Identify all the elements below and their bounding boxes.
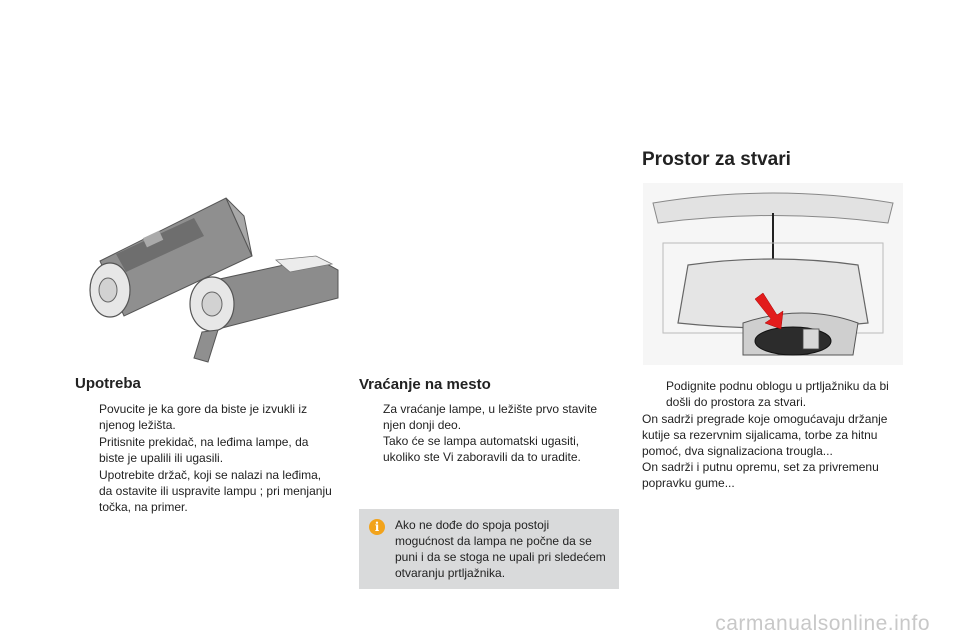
return-bullet: [359, 401, 609, 465]
usage-list: [75, 401, 337, 516]
trunk-drawing: [643, 183, 903, 365]
trunk-illustration: [643, 183, 903, 365]
usage-bullet-3-text: Upotrebite držač, koji se nalazi na leđima, da ostavite ili uspravite lampu ; pri menjanju točka, na primer.: [99, 468, 332, 514]
section-title-return: Vraćanje na mesto: [359, 376, 491, 393]
usage-bullet-2: [75, 434, 337, 466]
return-bullet-line1: Za vraćanje lampe, u ležište prvo stavite njen donji deo.: [383, 402, 598, 432]
usage-bullet-2-text: Pritisnite prekidač, na leđima lampe, da biste je upalili ili ugasili.: [99, 435, 309, 465]
info-note-text: Ako ne dođe do spoja postoji mogućnost da lampa ne počne da se puni i da se stoga ne upali pri sledećem otvaranju prtljažnika.: [395, 518, 606, 580]
storage-text: [642, 378, 904, 491]
lamp-drawing: [76, 186, 346, 366]
info-note-box: [359, 509, 619, 589]
return-bullet-line2: Tako će se lampa automatski ugasiti, ukoliko ste Vi zaboravili da to uradite.: [383, 434, 581, 464]
usage-bullet-3: [75, 467, 337, 515]
info-icon: i: [369, 519, 385, 535]
section-title-storage: Prostor za stvari: [642, 149, 791, 170]
storage-paragraph-2: On sadrži i putnu opremu, set za privremenu popravku gume...: [642, 460, 879, 490]
return-list: [359, 401, 609, 466]
section-title-usage: Upotreba: [75, 375, 141, 392]
watermark-text: carmanualsonline.info: [715, 612, 930, 635]
storage-bullet: [642, 378, 904, 410]
lamp-illustration: [76, 186, 346, 366]
usage-bullet-1-text: Povucite je ka gore da biste je izvukli iz njenog ležišta.: [99, 402, 308, 432]
storage-bullet-text: Podignite podnu oblogu u prtljažniku da bi došli do prostora za stvari.: [666, 379, 889, 409]
usage-bullet-1: [75, 401, 337, 433]
storage-paragraph-1: On sadrži pregrade koje omogućavaju držanje kutije sa rezervnim sijalicama, torbe za hitnu pomoć, dva signalizaciona trougla...: [642, 412, 888, 458]
